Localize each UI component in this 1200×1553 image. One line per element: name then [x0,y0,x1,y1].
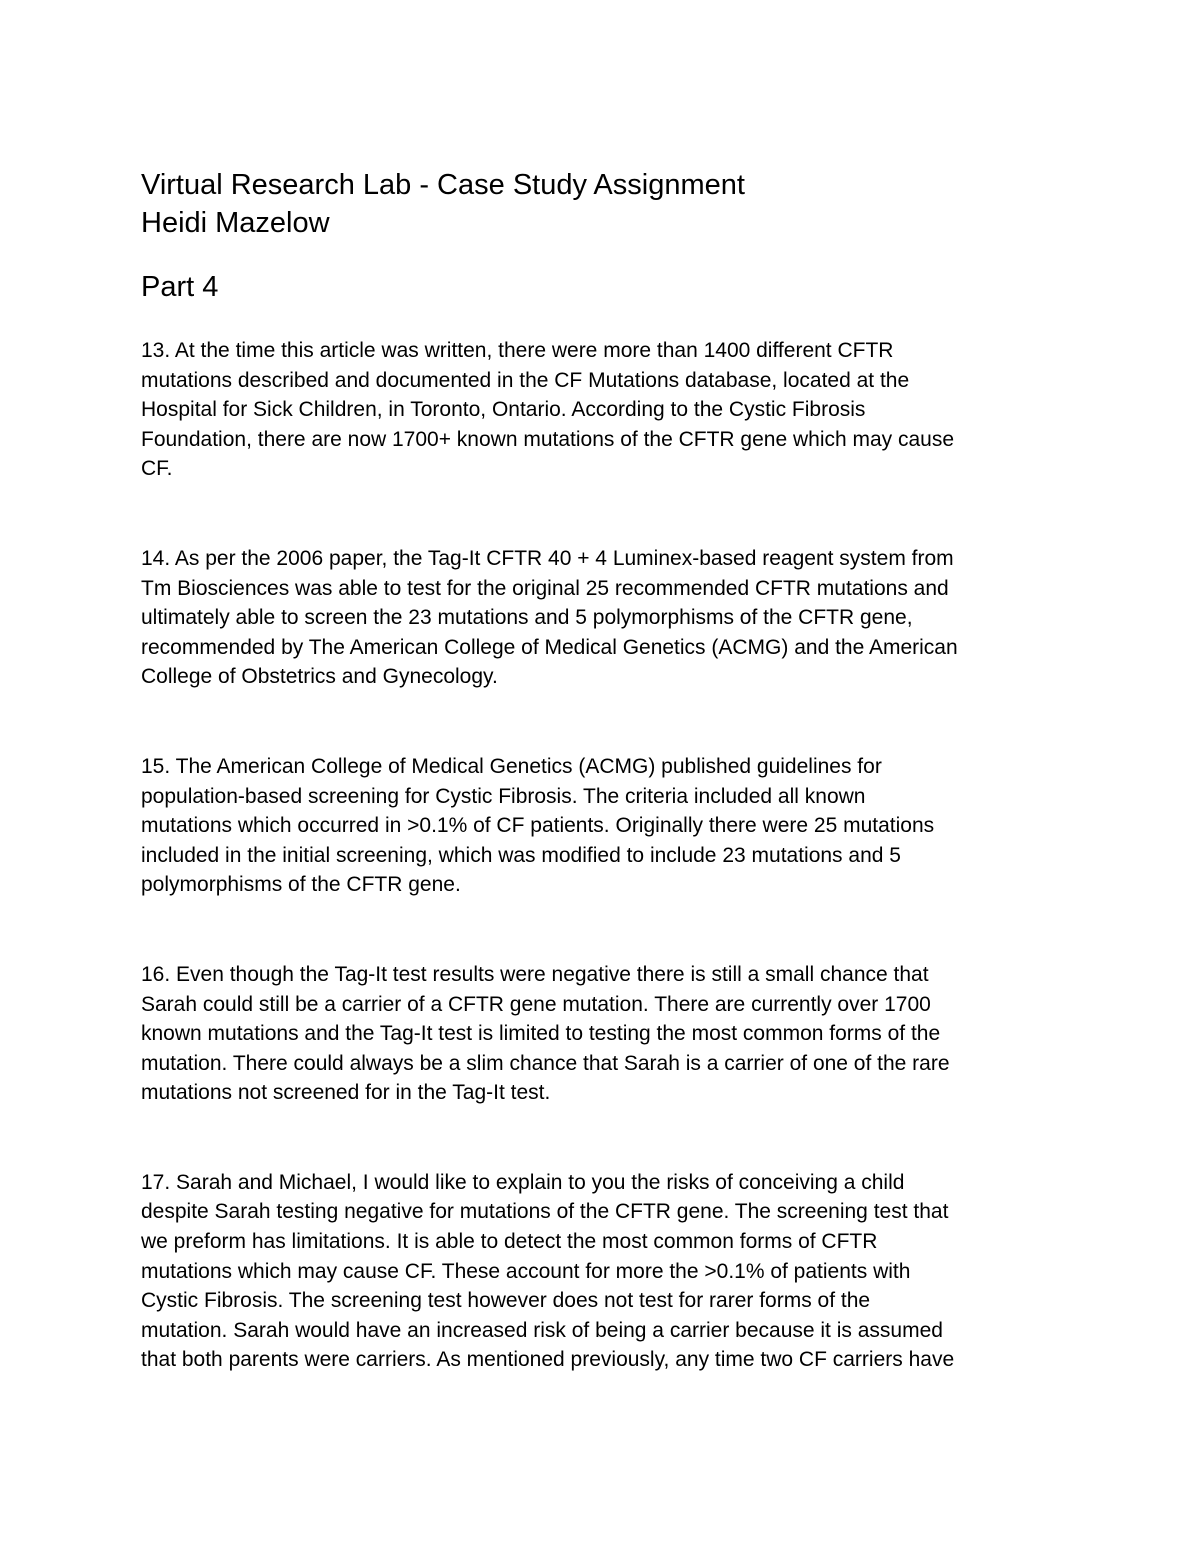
document-title: Virtual Research Lab - Case Study Assignment [141,169,745,201]
answer-paragraph: 14. As per the 2006 paper, the Tag-It CFTR 40 + 4 Luminex-based reagent system from Tm Biosciences was able to test for the original 25 recommended CFTR mutations and ultimately able to screen the 23 mutations and 5 polymorphisms of the CFTR gene, recommended by The American College of Medical Genetics (ACMG) and the American College of Obstetrics and Gynecology. [141,546,958,689]
answer-paragraph: 13. At the time this article was written, there were more than 1400 different CFTR mutations described and documented in the CF Mutations database, located at the Hospital for Sick Children, in Toronto, Ontario. According to the Cystic Fibrosis Foundation, there are now 1700+ known mutations of the CFTR gene which may cause CF. [141,339,955,481]
answer-paragraph: 16. Even though the Tag-It test results were negative there is still a small chance that Sarah could still be a carrier of a CFTR gene mutation. There are currently over 1700 known mutations and the Tag-It test is limited to testing the most common forms of the mutation. There could always be a slim chance that Sarah is a carrier of one of the rare mutations not screened for in the Tag-It test. [141,962,950,1105]
answer-paragraph: 15. The American College of Medical Genetics (ACMG) published guidelines for population-based screening for Cystic Fibrosis. The criteria included all known mutations which occurred in >0.1% of CF patients. Originally there were 25 mutations included in the initial screening, which was modified to include 23 mutations and 5 polymorphisms of the CFTR gene. [141,754,935,897]
document-body [141,166,1071,1375]
section-heading: Part 4 [141,271,219,303]
answer-paragraph: 17. Sarah and Michael, I would like to explain to you the risks of conceiving a child despite Sarah testing negative for mutations of the CFTR gene. The screening test that we preform has limitations. It is able to detect the most common forms of CFTR mutations which may cause CF. These account for more the >0.1% of patients with Cystic Fibrosis. The screening test however does not test for rarer forms of the mutation. Sarah would have an increased risk of being a carrier because it is assumed that both parents were carriers. As mentioned previously, any time two CF carriers have [141,1170,955,1372]
document-author: Heidi Mazelow [141,207,330,239]
document-header [141,166,1071,242]
